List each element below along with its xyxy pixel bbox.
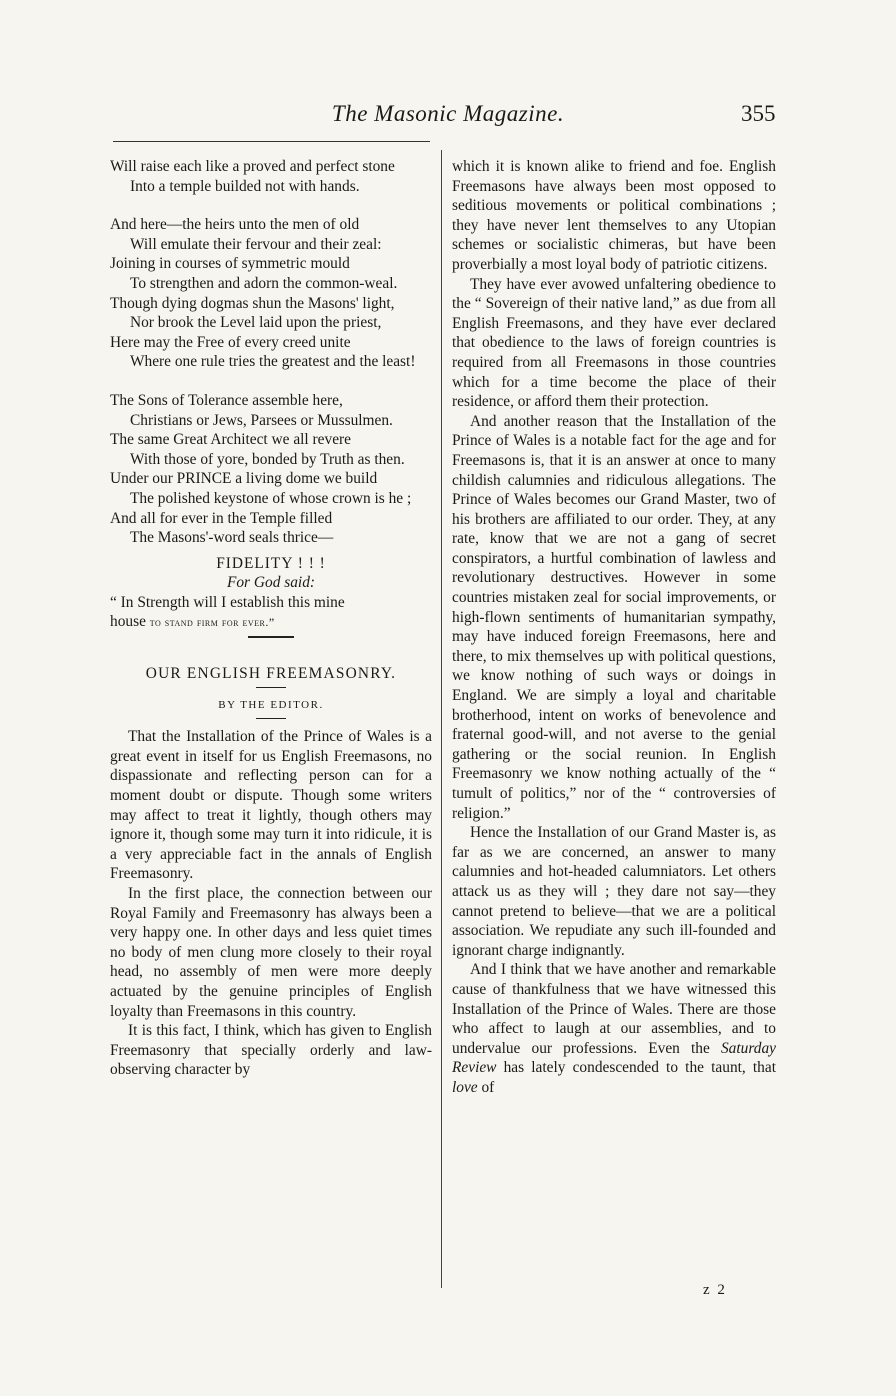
poem-line: Will emulate their fervour and their zeal: [130, 235, 382, 253]
article-paragraph: And another reason that the Installation of the Prince of Wales is a notable fact for the age and for Freemasons is, that it is an answer at once to many childish calumnies and ridiculous allegations. The Prince of Wales becomes our Grand Master, two of his brothers are affiliated to our order. They, at any rate, know that we are not a gang of secret conspirators, a hurtful combination of lawless and revolutionary destructives. However in some countries mistaken zeal for social improvements, or high-flown sentiments of humanitarian sympathy, may have induced foreign Freemasons, here and there, to mix themselves up with political questions, we know nothing of such ways or doings in England. We are simply a loyal and charitable brotherhood, intent on works of benevolence and fraternal good-will, and not averse to the genial gathering or the social reunion. In English Freemasonry we know nothing actually of the “ tumult of politics,” nor of the “ controversies of religion.” [452, 412, 776, 822]
poem-line: The Masons'-word seals thrice— [130, 529, 334, 547]
poem-quote-line [110, 612, 432, 633]
poem-line: Will raise each like a proved and perfect stone [110, 158, 395, 175]
poem-quote-line: “ In Strength will I establish this mine [110, 593, 345, 611]
poem-line: Christians or Jews, Parsees or Mussulmen. [130, 411, 393, 429]
poem-line: And all for ever in the Temple filled [110, 509, 333, 527]
article-paragraph: In the first place, the connection between our Royal Family and Freemasonry has always been a very happy one. In other days and less quiet times no body of men clung more closely to their royal head, no assembly of men were more deeply actuated by the genuine principles of English loyalty than Freemasons in this country. [110, 885, 432, 1020]
article-paragraph-last [452, 960, 776, 1097]
left-column [110, 157, 432, 1080]
article-paragraph: That the Installation of the Prince of Wales is a great event in itself for us English Freemasons, no dispassionate and reflecting person can for a moment doubt or dispute. Though some writers may affect to treat it lightly, though others may ignore it, though some may turn it into ridicule, it is a very appreciable fact in the annals of English Freemasonry. [110, 728, 432, 883]
article-paragraph: Hence the Installation of our Grand Master is, as far as we are concerned, an answer to many calumnies and hot-headed calumniators. Let others attack us as they will ; they dare not say—they cannot pretend to believe—that we are a political association. We repudiate any such ill-founded and ignorant charge indignantly. [452, 824, 776, 959]
column-divider [441, 150, 442, 1288]
right-column [452, 157, 776, 1098]
poem-for-god-said: For God said: [226, 574, 316, 592]
quote-start: house [110, 613, 150, 631]
poem-line: With those of yore, bonded by Truth as then. [130, 450, 405, 468]
poem-fidelity: FIDELITY ! ! ! [216, 554, 326, 572]
page-number: 355 [741, 101, 776, 126]
poem-line: The same Great Architect we all revere [110, 431, 351, 449]
poem-line: Under our PRINCE a living dome we build [110, 470, 378, 488]
article-paragraph: They have ever avowed unfaltering obedience to the “ Sovereign of their native land,” as due from all English Freemasons, and they have ever declared that obedience to the laws of foreign countries is required from all Freemasons in those countries which for a time become the place of their residence, or afford them their protection. [452, 275, 776, 411]
poem-line: The polished keystone of whose crown is he ; [130, 489, 412, 507]
last-para-mid: has lately condescended to the taunt, that [496, 1059, 776, 1077]
poem-line: Where one rule tries the greatest and the least! [130, 353, 416, 371]
last-para-end: of [477, 1078, 495, 1096]
quote-tail: to stand firm for ever.” [149, 615, 275, 630]
emphasis-word: love [452, 1078, 478, 1096]
poem-line: Here may the Free of every creed unite [110, 333, 351, 351]
article-paragraph: which it is known alike to friend and foe. English Freemasons have always been most opposed to seditious movements or political combinations ; they have never lent themselves to any Utopian schemes or socialistic chimeras, but have been proverbially a most loyal body of patriotic citizens. [452, 158, 776, 273]
last-para-text: And I think that we have another and remarkable cause of thankfulness that we have witnessed this Installation of the Prince of Wales. There are those who affect to laugh at our assemblies, and to undervalue our professions. Even the [452, 961, 776, 1057]
section-rule [248, 636, 294, 638]
poem-line: Into a temple builded not with hands. [130, 177, 360, 195]
article-paragraph: It is this fact, I think, which has given to English Freemasonry that specially orderly and law-observing character by [110, 1022, 432, 1079]
poem-line: Joining in courses of symmetric mould [110, 255, 350, 273]
article-byline: BY THE EDITOR. [218, 698, 324, 711]
poem-line: Though dying dogmas shun the Masons' light, [110, 294, 395, 312]
poem [110, 157, 432, 638]
title-rule [256, 687, 286, 688]
signature-mark: z 2 [703, 1282, 727, 1298]
poem-line: Nor brook the Level laid upon the priest, [130, 314, 382, 332]
poem-line: The Sons of Tolerance assemble here, [110, 391, 343, 409]
poem-line: And here—the heirs unto the men of old [110, 216, 360, 234]
page-title: The Masonic Magazine. [331, 101, 565, 126]
poem-line: To strengthen and adorn the common-weal. [130, 274, 398, 292]
header-rule [113, 141, 430, 142]
article-title: OUR ENGLISH FREEMASONRY. [145, 665, 397, 683]
publication-name: Saturday Review [452, 1039, 776, 1077]
